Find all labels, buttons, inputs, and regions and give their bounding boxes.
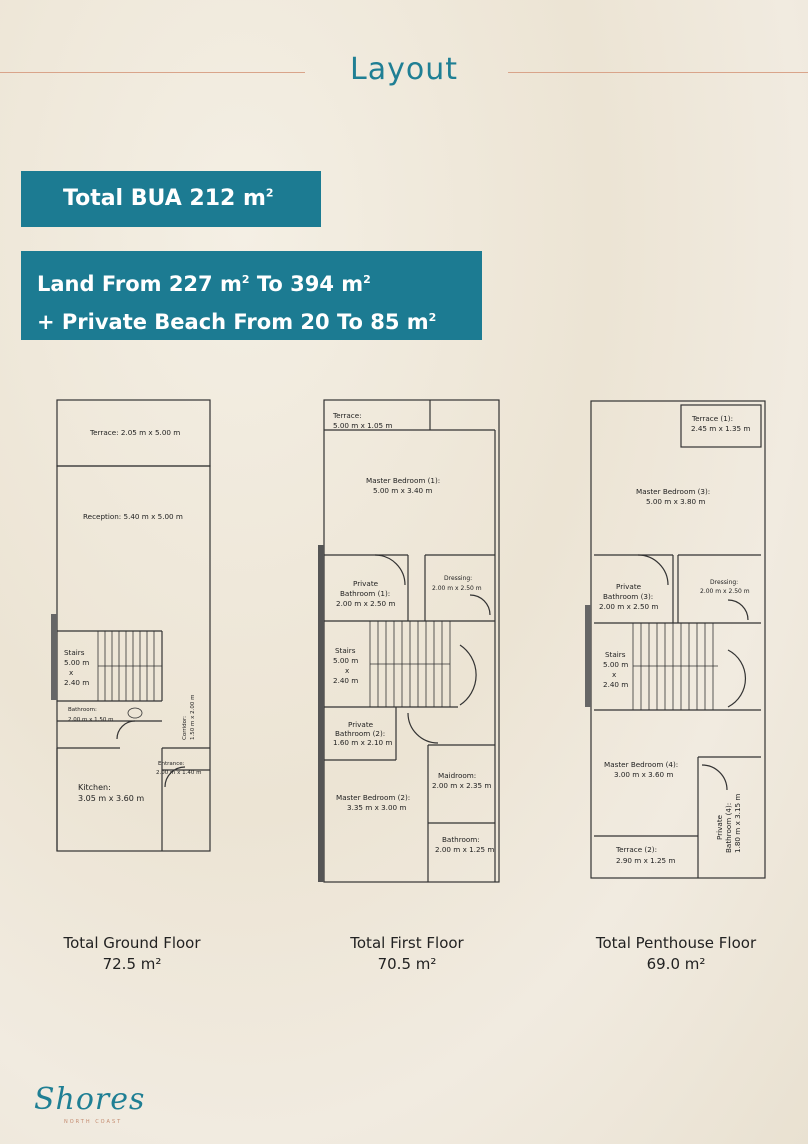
ph-dressing-label: Dressing: — [710, 579, 739, 586]
ff-stairs-x: x — [345, 666, 350, 675]
gf-stairs-x: x — [69, 668, 74, 677]
land-line-1: Land From 227 $m^2$ To 394 $m^2$ — [37, 272, 371, 296]
gf-corridor-label: Corridor: — [182, 715, 188, 740]
sup-2: 2 — [265, 186, 274, 200]
ff-maidroom-label: Maidroom: — [438, 771, 477, 780]
gf-kitchen-size: 3.05 m x 3.60 m — [78, 794, 145, 803]
gf-entrance-label: Entrance: — [158, 761, 185, 767]
ph-pbath3-size: 2.00 m x 2.50 m — [599, 602, 659, 611]
ph-stairs-size-2: 2.40 m — [603, 680, 629, 689]
ph-terrace2-size: 2.90 m x 1.25 m — [616, 856, 676, 865]
ph-master3-label: Master Bedroom (3): — [636, 487, 711, 496]
ff-pbath2-label: Private — [348, 720, 374, 729]
total-bua-text: Total BUA 212 m — [63, 186, 266, 211]
total-bua-box — [21, 171, 321, 227]
ph-pbath4-label-2: Bathroom (4): — [724, 802, 733, 853]
ff-pbath1-size: 2.00 m x 2.50 m — [336, 599, 396, 608]
gf-corridor-size: 1.50 m x 2.00 m — [190, 694, 196, 740]
first-floor-plan — [310, 395, 510, 890]
shores-logo: Shores — [34, 1082, 146, 1117]
land-line-2: + Private Beach From 20 To 85 $m^2$ — [37, 310, 437, 334]
ph-pbath3-label-2: Bathroom (3): — [603, 592, 654, 601]
ff-pbath1-label-2: Bathroom (1): — [340, 589, 391, 598]
ph-stairs-label: Stairs — [605, 650, 626, 659]
gf-stairs-size-2: 2.40 m — [64, 678, 90, 687]
first-floor-area: 70.5 m² — [377, 955, 437, 973]
ph-master4-label: Master Bedroom (4): — [604, 760, 679, 769]
ff-terrace-label: Terrace: — [333, 411, 362, 420]
land-area-box — [21, 251, 482, 340]
ff-pbath2-label-2: Bathroom (2): — [335, 729, 386, 738]
gf-stairs-size-1: 5.00 m — [64, 658, 90, 667]
ff-terrace-size: 5.00 m x 1.05 m — [333, 421, 393, 430]
ph-dressing-size: 2.00 m x 2.50 m — [700, 588, 750, 595]
ff-stairs-size-2: 2.40 m — [333, 676, 359, 685]
gf-bathroom-size: 2.00 m x 1.50 m — [68, 717, 114, 723]
penthouse-floor-title: Total Penthouse Floor — [595, 934, 757, 952]
logo-subtitle: NORTH COAST — [64, 1119, 123, 1125]
ground-floor-title: Total Ground Floor — [63, 934, 201, 952]
ff-pbath2-size: 1.60 m x 2.10 m — [333, 738, 393, 747]
ff-stairs-label: Stairs — [335, 646, 356, 655]
ff-dressing-size: 2.00 m x 2.50 m — [432, 585, 482, 592]
ph-pbath4-size: 1.80 m x 3.15 m — [733, 793, 742, 853]
ph-terrace2-label: Terrace (2): — [616, 845, 658, 854]
gf-reception-label: Reception: 5.40 m x 5.00 m — [83, 512, 183, 521]
ph-pbath3-label: Private — [616, 582, 642, 591]
first-floor-title: Total First Floor — [350, 934, 464, 952]
ff-master2-size: 3.35 m x 3.00 m — [347, 803, 407, 812]
gf-stairs-label: Stairs — [64, 648, 85, 657]
ff-master2-label: Master Bedroom (2): — [336, 793, 411, 802]
ff-master1-label: Master Bedroom (1): — [366, 476, 441, 485]
ph-stairs-size-1: 5.00 m — [603, 660, 629, 669]
ff-master1-size: 5.00 m x 3.40 m — [373, 486, 433, 495]
gf-kitchen-label: Kitchen: — [78, 783, 111, 792]
ph-pbath4-label: Private — [715, 814, 724, 840]
first-floor-caption — [287, 933, 527, 975]
ff-bathroom-size: 2.00 m x 1.25 m — [435, 845, 495, 854]
gf-bathroom-label: Bathroom: — [68, 707, 97, 713]
ff-dressing-label: Dressing: — [444, 575, 473, 582]
ph-terrace1-label: Terrace (1): — [692, 414, 734, 423]
ph-terrace1-size: 2.45 m x 1.35 m — [691, 424, 751, 433]
ph-master4-size: 3.00 m x 3.60 m — [614, 770, 674, 779]
ground-floor-area: 72.5 m² — [102, 955, 162, 973]
ff-stairs-size-1: 5.00 m — [333, 656, 359, 665]
ground-floor-caption — [12, 933, 252, 975]
gf-terrace-label: Terrace: 2.05 m x 5.00 m — [90, 428, 181, 437]
penthouse-floor-plan — [578, 395, 778, 885]
penthouse-floor-caption — [556, 933, 796, 975]
gf-entrance-size: 2.00 m x 1.40 m — [156, 770, 202, 776]
page-title: Layout — [350, 52, 458, 87]
ff-pbath1-label: Private — [353, 579, 379, 588]
ff-bathroom-label: Bathroom: — [442, 835, 480, 844]
ph-master3-size: 5.00 m x 3.80 m — [646, 497, 706, 506]
ground-floor-plan — [40, 395, 220, 865]
penthouse-floor-area: 69.0 m² — [646, 955, 706, 973]
ph-stairs-x: x — [612, 670, 617, 679]
ff-maidroom-size: 2.00 m x 2.35 m — [432, 781, 492, 790]
